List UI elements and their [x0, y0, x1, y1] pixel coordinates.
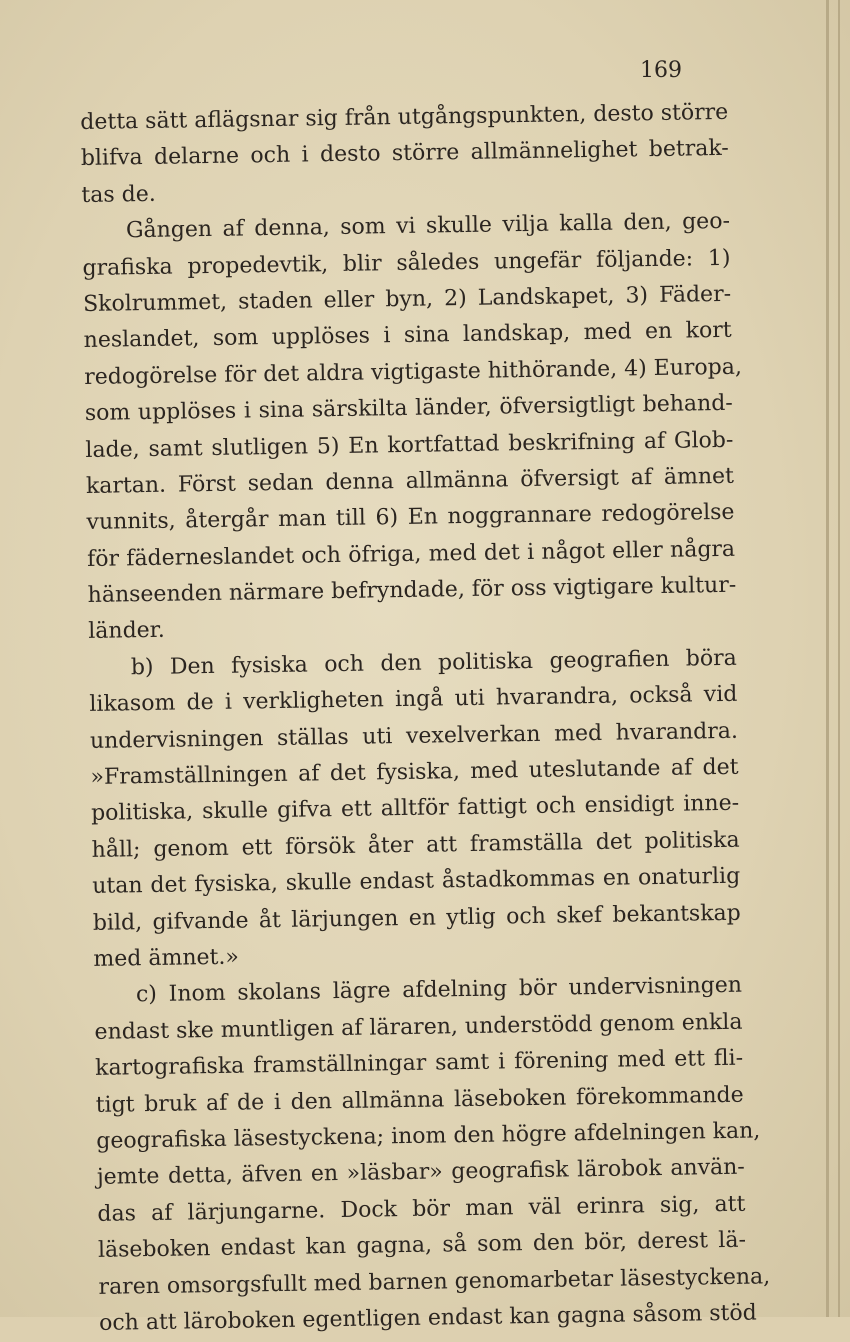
- text-line: raren omsorgsfullt med barnen genomarbetar läsestyckena,: [98, 1263, 771, 1300]
- text-line: hänseenden närmare befryndade, för oss vigtigare kultur-: [87, 572, 737, 609]
- text-line: och att läroboken egentligen endast kan gagna såsom stöd: [98, 1300, 757, 1336]
- text-line: vunnits, återgår man till 6) En noggrannare redogörelse: [86, 500, 735, 536]
- text-line: utan det fysiska, skulle endast åstadkommas en onaturlig: [92, 863, 741, 900]
- page-edge-right-outer: [838, 0, 840, 1317]
- text-line: som upplöses i sina särskilta länder, öfversigtligt behand-: [84, 390, 733, 427]
- text-line: Skolrummet, staden eller byn, 2) Landskapet, 3) Fäder-: [82, 281, 732, 317]
- text-line: blifva delarne och i desto större allmännelighet betrak-: [80, 136, 729, 172]
- text-line: endast ske muntligen af läraren, understödd genom enkla: [94, 1009, 743, 1045]
- page-edge-right: [826, 0, 829, 1317]
- text-line: Gången af denna, som vi skulle vilja kalla den, geo-: [125, 208, 731, 244]
- text-line: bild, gifvande åt lärjungen en ytlig och skef bekantskap: [92, 900, 741, 936]
- text-line: kartografiska framställningar samt i förening med ett fli-: [94, 1045, 744, 1082]
- text-line: c) Inom skolans lägre afdelning bör undervisningen: [135, 973, 743, 1008]
- text-line: för fäderneslandet och öfriga, med det i något eller några: [86, 536, 736, 572]
- text-line: redogörelse för det aldra vigtigaste hithörande, 4) Europa,: [84, 354, 743, 390]
- text-line: lade, samt slutligen 5) En kortfattad beskrifning af Glob-: [85, 427, 734, 463]
- text-line: b) Den fysiska och den politiska geografien böra: [130, 645, 737, 681]
- page-number: 169: [640, 58, 682, 83]
- text-line: likasom de i verkligheten ingå uti hvarandra, också vid: [89, 681, 738, 718]
- text-line: jemte detta, äfven en »läsbar» geografisk lärobok använ-: [96, 1155, 745, 1191]
- text-line: tas de.: [81, 181, 156, 208]
- text-line: neslandet, som upplöses i sina landskap, med en kort: [83, 318, 732, 354]
- text-line: »Framställningen af det fysiska, med uteslutande af det: [90, 754, 739, 790]
- text-line: politiska, skulle gifva ett alltför fattigt och ensidigt inne-: [90, 791, 740, 827]
- text-line: geografiska läsestyckena; inom den högre afdelningen kan,: [96, 1118, 761, 1154]
- text-line: das af lärjungarne. Dock bör man väl erinra sig, att: [97, 1191, 746, 1227]
- text-line: tigt bruk af de i den allmänna läseboken förekommande: [95, 1082, 744, 1118]
- text-line: håll; genom ett försök åter att framställa det politiska: [91, 827, 740, 863]
- text-line: läseboken endast kan gagna, så som den bör, derest lä-: [97, 1227, 747, 1263]
- text-line: undervisningen ställas uti vexelverkan med hvarandra.: [89, 718, 739, 754]
- body-text: [80, 95, 771, 1342]
- text-line: detta sätt aflägsnar sig från utgångspunkten, desto större: [80, 99, 729, 135]
- text-line: grafiska propedevtik, blir således ungefär följande: 1): [82, 245, 731, 281]
- text-line: länder.: [88, 618, 165, 645]
- text-line: med ämnet.»: [93, 944, 240, 972]
- text-line: kartan. Först sedan denna allmänna öfversigt af ämnet: [85, 463, 735, 499]
